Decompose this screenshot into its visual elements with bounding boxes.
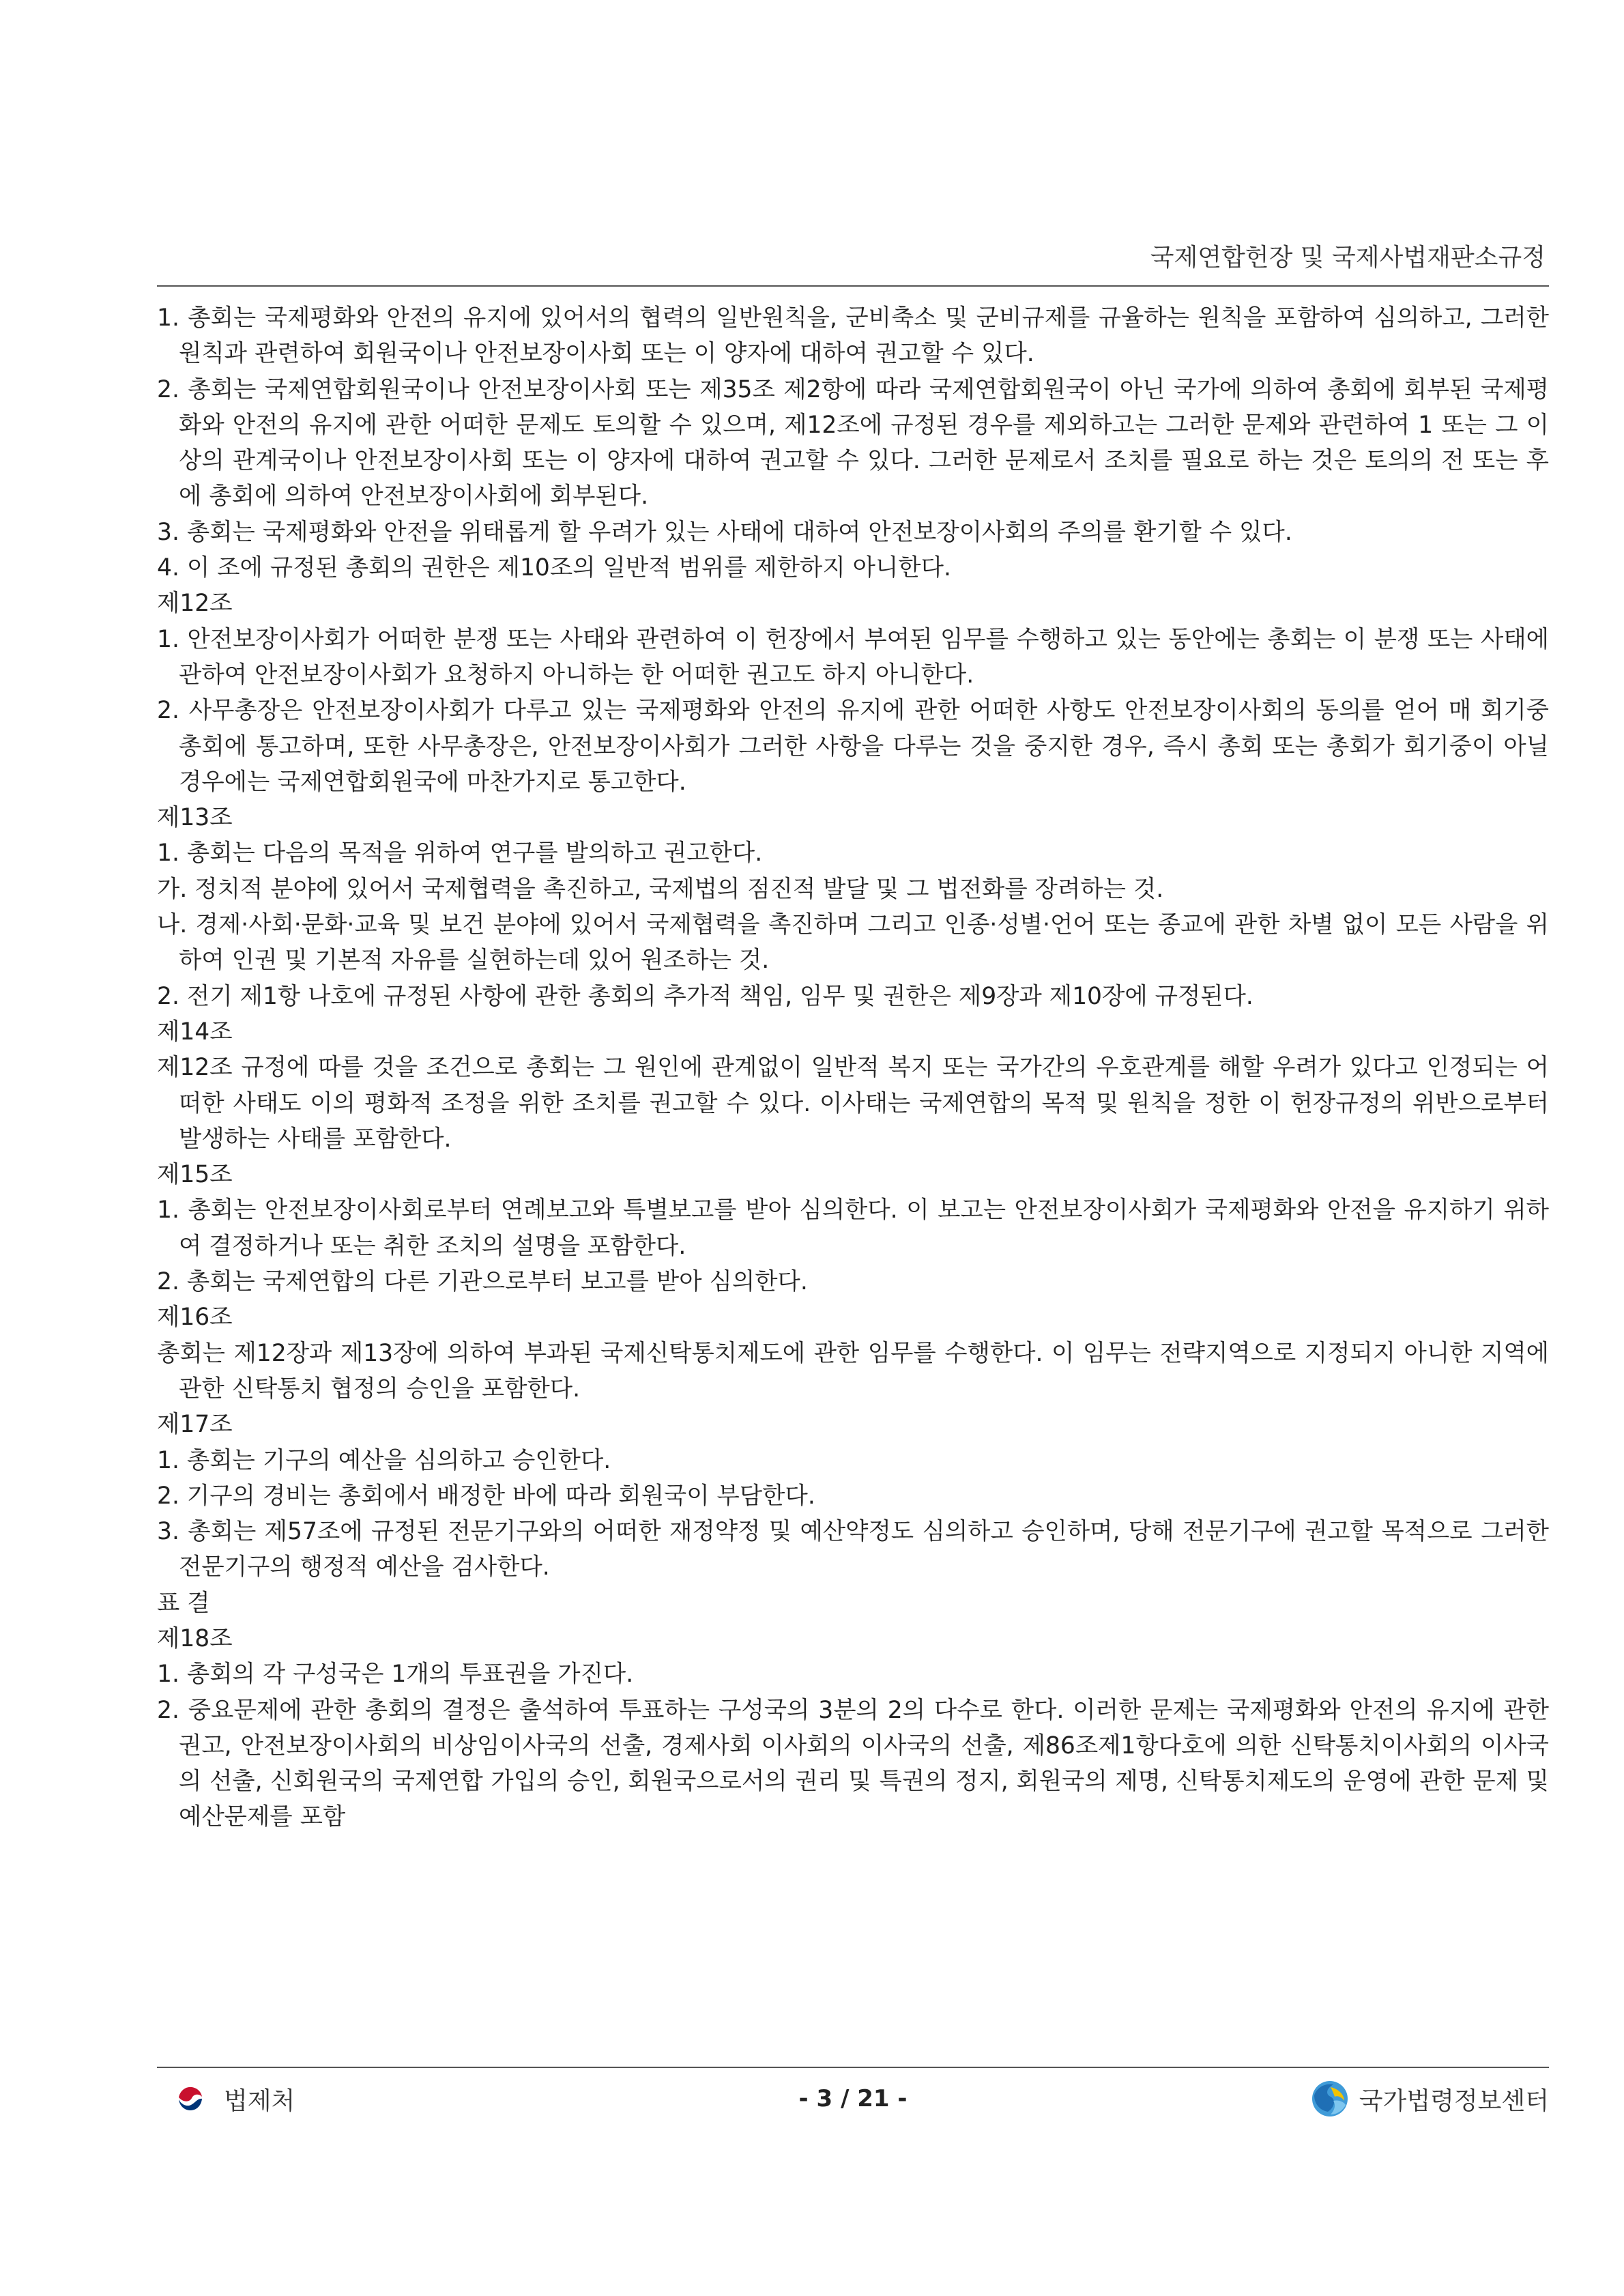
article-heading: 제13조 — [157, 804, 233, 832]
page-footer — [157, 2078, 1549, 2119]
footer-left-label: 법제처 — [224, 2086, 295, 2115]
paragraph: 2. 중요문제에 관한 총회의 결정은 출석하여 투표하는 구성국의 3분의 2의 다수로 한다. 이러한 문제는 국제평화와 안전의 유지에 관한 권고, 안전보장이사회의 비상임이사국의 선출, 경제사회 이사회의 이사국의 선출, 제86조제1항다호에 의한 신탁통치이사회의 이사국의 선출, 신회원국의 국제연합 가입의 승인, 회원국으로서의 권리 및 특권의 정지, 회원국의 제명, 신탁통치제도의 운영에 관한 문제 및 예산문제를 포함 — [157, 1696, 1549, 1831]
paragraph: 가. 정치적 분야에 있어서 국제협력을 촉진하고, 국제법의 점진적 발달 및 그 법전화를 장려하는 것. — [157, 875, 1164, 903]
paragraph: 2. 사무총장은 안전보장이사회가 다루고 있는 국제평화와 안전의 유지에 관한 어떠한 사항도 안전보장이사회의 동의를 얻어 매 회기중 총회에 통고하며, 또한 사무총장은, 안전보장이사회가 그러한 사항을 다루는 것을 중지한 경우, 즉시 총회 또는 총회가 회기중이 아닐 경우에는 국제연합회원국에 마찬가지로 통고한다. — [157, 697, 1549, 796]
article-heading: 제18조 — [157, 1624, 233, 1652]
paragraph: 1. 총회는 안전보장이사회로부터 연례보고와 특별보고를 받아 심의한다. 이 보고는 안전보장이사회가 국제평화와 안전을 유지하기 위하여 결정하거나 또는 취한 조치의 설명을 포함한다. — [157, 1196, 1549, 1260]
paragraph: 3. 총회는 국제평화와 안전을 위태롭게 할 우려가 있는 사태에 대하여 안전보장이사회의 주의를 환기할 수 있다. — [157, 518, 1292, 546]
paragraph: 1. 총회는 다음의 목적을 위하여 연구를 발의하고 권고한다. — [157, 840, 763, 867]
document-body — [157, 300, 1549, 1835]
paragraph: 4. 이 조에 규정된 총회의 권한은 제10조의 일반적 범위를 제한하지 아니한다. — [157, 554, 951, 582]
paragraph: 1. 총회는 국제평화와 안전의 유지에 있어서의 협력의 일반원칙을, 군비축소 및 군비규제를 규율하는 원칙을 포함하여 심의하고, 그러한 원칙과 관련하여 회원국이나 안전보장이사회 또는 이 양자에 대하여 권고할 수 있다. — [157, 304, 1550, 368]
paragraph: 1. 총회의 각 구성국은 1개의 투표권을 가진다. — [157, 1661, 634, 1689]
header-divider — [157, 285, 1549, 287]
article-heading: 제16조 — [157, 1304, 233, 1332]
article-heading: 제15조 — [157, 1161, 233, 1189]
running-header-title: 국제연합헌장 및 국제사법재판소규정 — [1150, 244, 1546, 272]
footer-right-label: 국가법령정보센터 — [1359, 2086, 1549, 2115]
page-number: - 3 / 21 - — [798, 2085, 908, 2112]
paragraph: 총회는 제12장과 제13장에 의하여 부과된 국제신탁통치제도에 관한 임무를 수행한다. 이 임무는 전략지역으로 지정되지 아니한 지역에 관한 신탁통치 협정의 승인을 포함한다. — [157, 1339, 1549, 1403]
national-law-information-center-logo-icon — [1310, 2079, 1350, 2119]
paragraph: 1. 안전보장이사회가 어떠한 분쟁 또는 사태와 관련하여 이 헌장에서 부여된 임무를 수행하고 있는 동안에는 총회는 이 분쟁 또는 사태에 관하여 안전보장이사회가 요청하지 아니하는 한 어떠한 권고도 하지 아니한다. — [157, 625, 1549, 689]
article-heading: 제17조 — [157, 1411, 233, 1439]
paragraph: 제12조 규정에 따를 것을 조건으로 총회는 그 원인에 관계없이 일반적 복지 또는 국가간의 우호관계를 해할 우려가 있다고 인정되는 어떠한 사태도 이의 평화적 조정을 위한 조치를 권고할 수 있다. 이사태는 국제연합의 목적 및 원칙을 정한 이 헌장규정의 위반으로부터 발생하는 사태를 포함한다. — [157, 1054, 1549, 1153]
footer-law-center — [1310, 2078, 1549, 2119]
article-heading: 표 결 — [157, 1589, 210, 1617]
article-heading: 제12조 — [157, 590, 233, 618]
paragraph: 2. 총회는 국제연합회원국이나 안전보장이사회 또는 제35조 제2항에 따라 국제연합회원국이 아닌 국가에 의하여 총회에 회부된 국제평화와 안전의 유지에 관한 어떠한 문제도 토의할 수 있으며, 제12조에 규정된 경우를 제외하고는 그러한 문제와 관련하여 1 또는 그 이상의 관계국이나 안전보장이사회 또는 이 양자에 대하여 권고할 수 있다. 그러한 문제로서 조치를 필요로 하는 것은 토의의 전 또는 후에 총회에 의하여 안전보장이사회에 회부된다. — [157, 375, 1549, 511]
article-heading: 제14조 — [157, 1018, 233, 1046]
paragraph: 2. 기구의 경비는 총회에서 배정한 바에 따라 회원국이 부담한다. — [157, 1482, 815, 1510]
paragraph: 나. 경제·사회·문화·교육 및 보건 분야에 있어서 국제협력을 촉진하며 그리고 인종·성별·언어 또는 종교에 관한 차별 없이 모든 사람을 위하여 인권 및 기본적 자유를 실현하는데 있어 원조하는 것. — [157, 911, 1549, 975]
paragraph: 1. 총회는 기구의 예산을 심의하고 승인한다. — [157, 1446, 611, 1474]
paragraph: 2. 총회는 국제연합의 다른 기관으로부터 보고를 받아 심의한다. — [157, 1268, 808, 1296]
paragraph: 3. 총회는 제57조에 규정된 전문기구와의 어떠한 재정약정 및 예산약정도 심의하고 승인하며, 당해 전문기구에 권고할 목적으로 그러한 전문기구의 행정적 예산을 검사한다. — [157, 1518, 1549, 1581]
footer-divider — [157, 2067, 1549, 2068]
paragraph: 2. 전기 제1항 나호에 규정된 사항에 관한 총회의 추가적 책임, 임무 및 권한은 제9장과 제10장에 규정된다. — [157, 982, 1253, 1010]
